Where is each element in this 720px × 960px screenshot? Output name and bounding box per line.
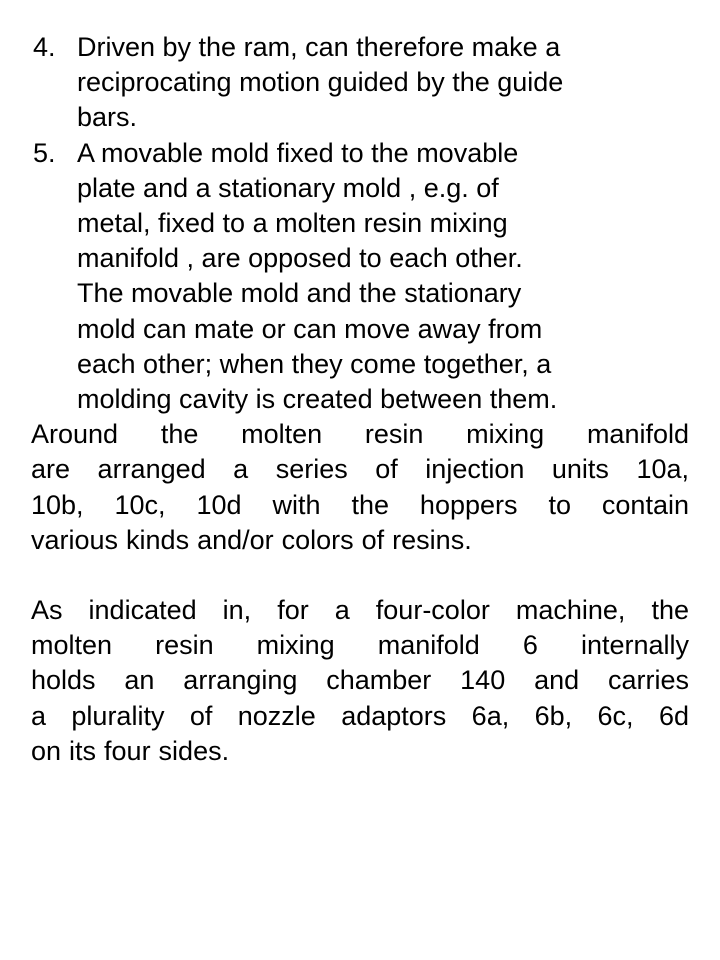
- text-line: various kinds and/or colors of resins.: [31, 524, 472, 555]
- text-line: molding cavity is created between them.: [77, 384, 558, 415]
- document-body: [31, 30, 689, 769]
- text-line: plate and a stationary mold , e.g. of: [77, 172, 499, 203]
- text-line: molten resin mixing manifold 6 internally: [31, 630, 689, 661]
- text-line: Around the molten resin mixing manifold: [31, 419, 689, 450]
- text-line: manifold , are opposed to each other.: [77, 243, 523, 274]
- text-line: holds an arranging chamber 140 and carries: [31, 665, 689, 696]
- list-item-4: [31, 30, 689, 136]
- text-line: Driven by the ram, can therefore make a: [77, 32, 561, 62]
- text-line: bars.: [77, 102, 138, 133]
- text-line: As indicated in, for a four-color machine, the: [31, 595, 689, 626]
- text-line: on its four sides.: [31, 735, 230, 766]
- list-number: 4.: [33, 32, 56, 62]
- list-item-5: [31, 136, 689, 418]
- text-line: reciprocating motion guided by the guide: [77, 67, 564, 98]
- text-line: A movable mold fixed to the movable: [77, 137, 519, 168]
- text-line: mold can mate or can move away from: [77, 313, 543, 344]
- paragraph-spacer: [31, 558, 689, 593]
- text-line: metal, fixed to a molten resin mixing: [77, 208, 508, 239]
- text-line: a plurality of nozzle adaptors 6a, 6b, 6c, 6d: [31, 700, 689, 731]
- text-line: 10b, 10c, 10d with the hoppers to contain: [31, 489, 689, 520]
- text-line: each other; when they come together, a: [77, 348, 552, 379]
- paragraph-four-color-machine: [31, 593, 689, 769]
- text-line: are arranged a series of injection units 10a,: [31, 454, 689, 485]
- list-number: 5.: [33, 137, 56, 168]
- paragraph-injection-units: [31, 417, 689, 558]
- text-line: The movable mold and the stationary: [77, 278, 522, 309]
